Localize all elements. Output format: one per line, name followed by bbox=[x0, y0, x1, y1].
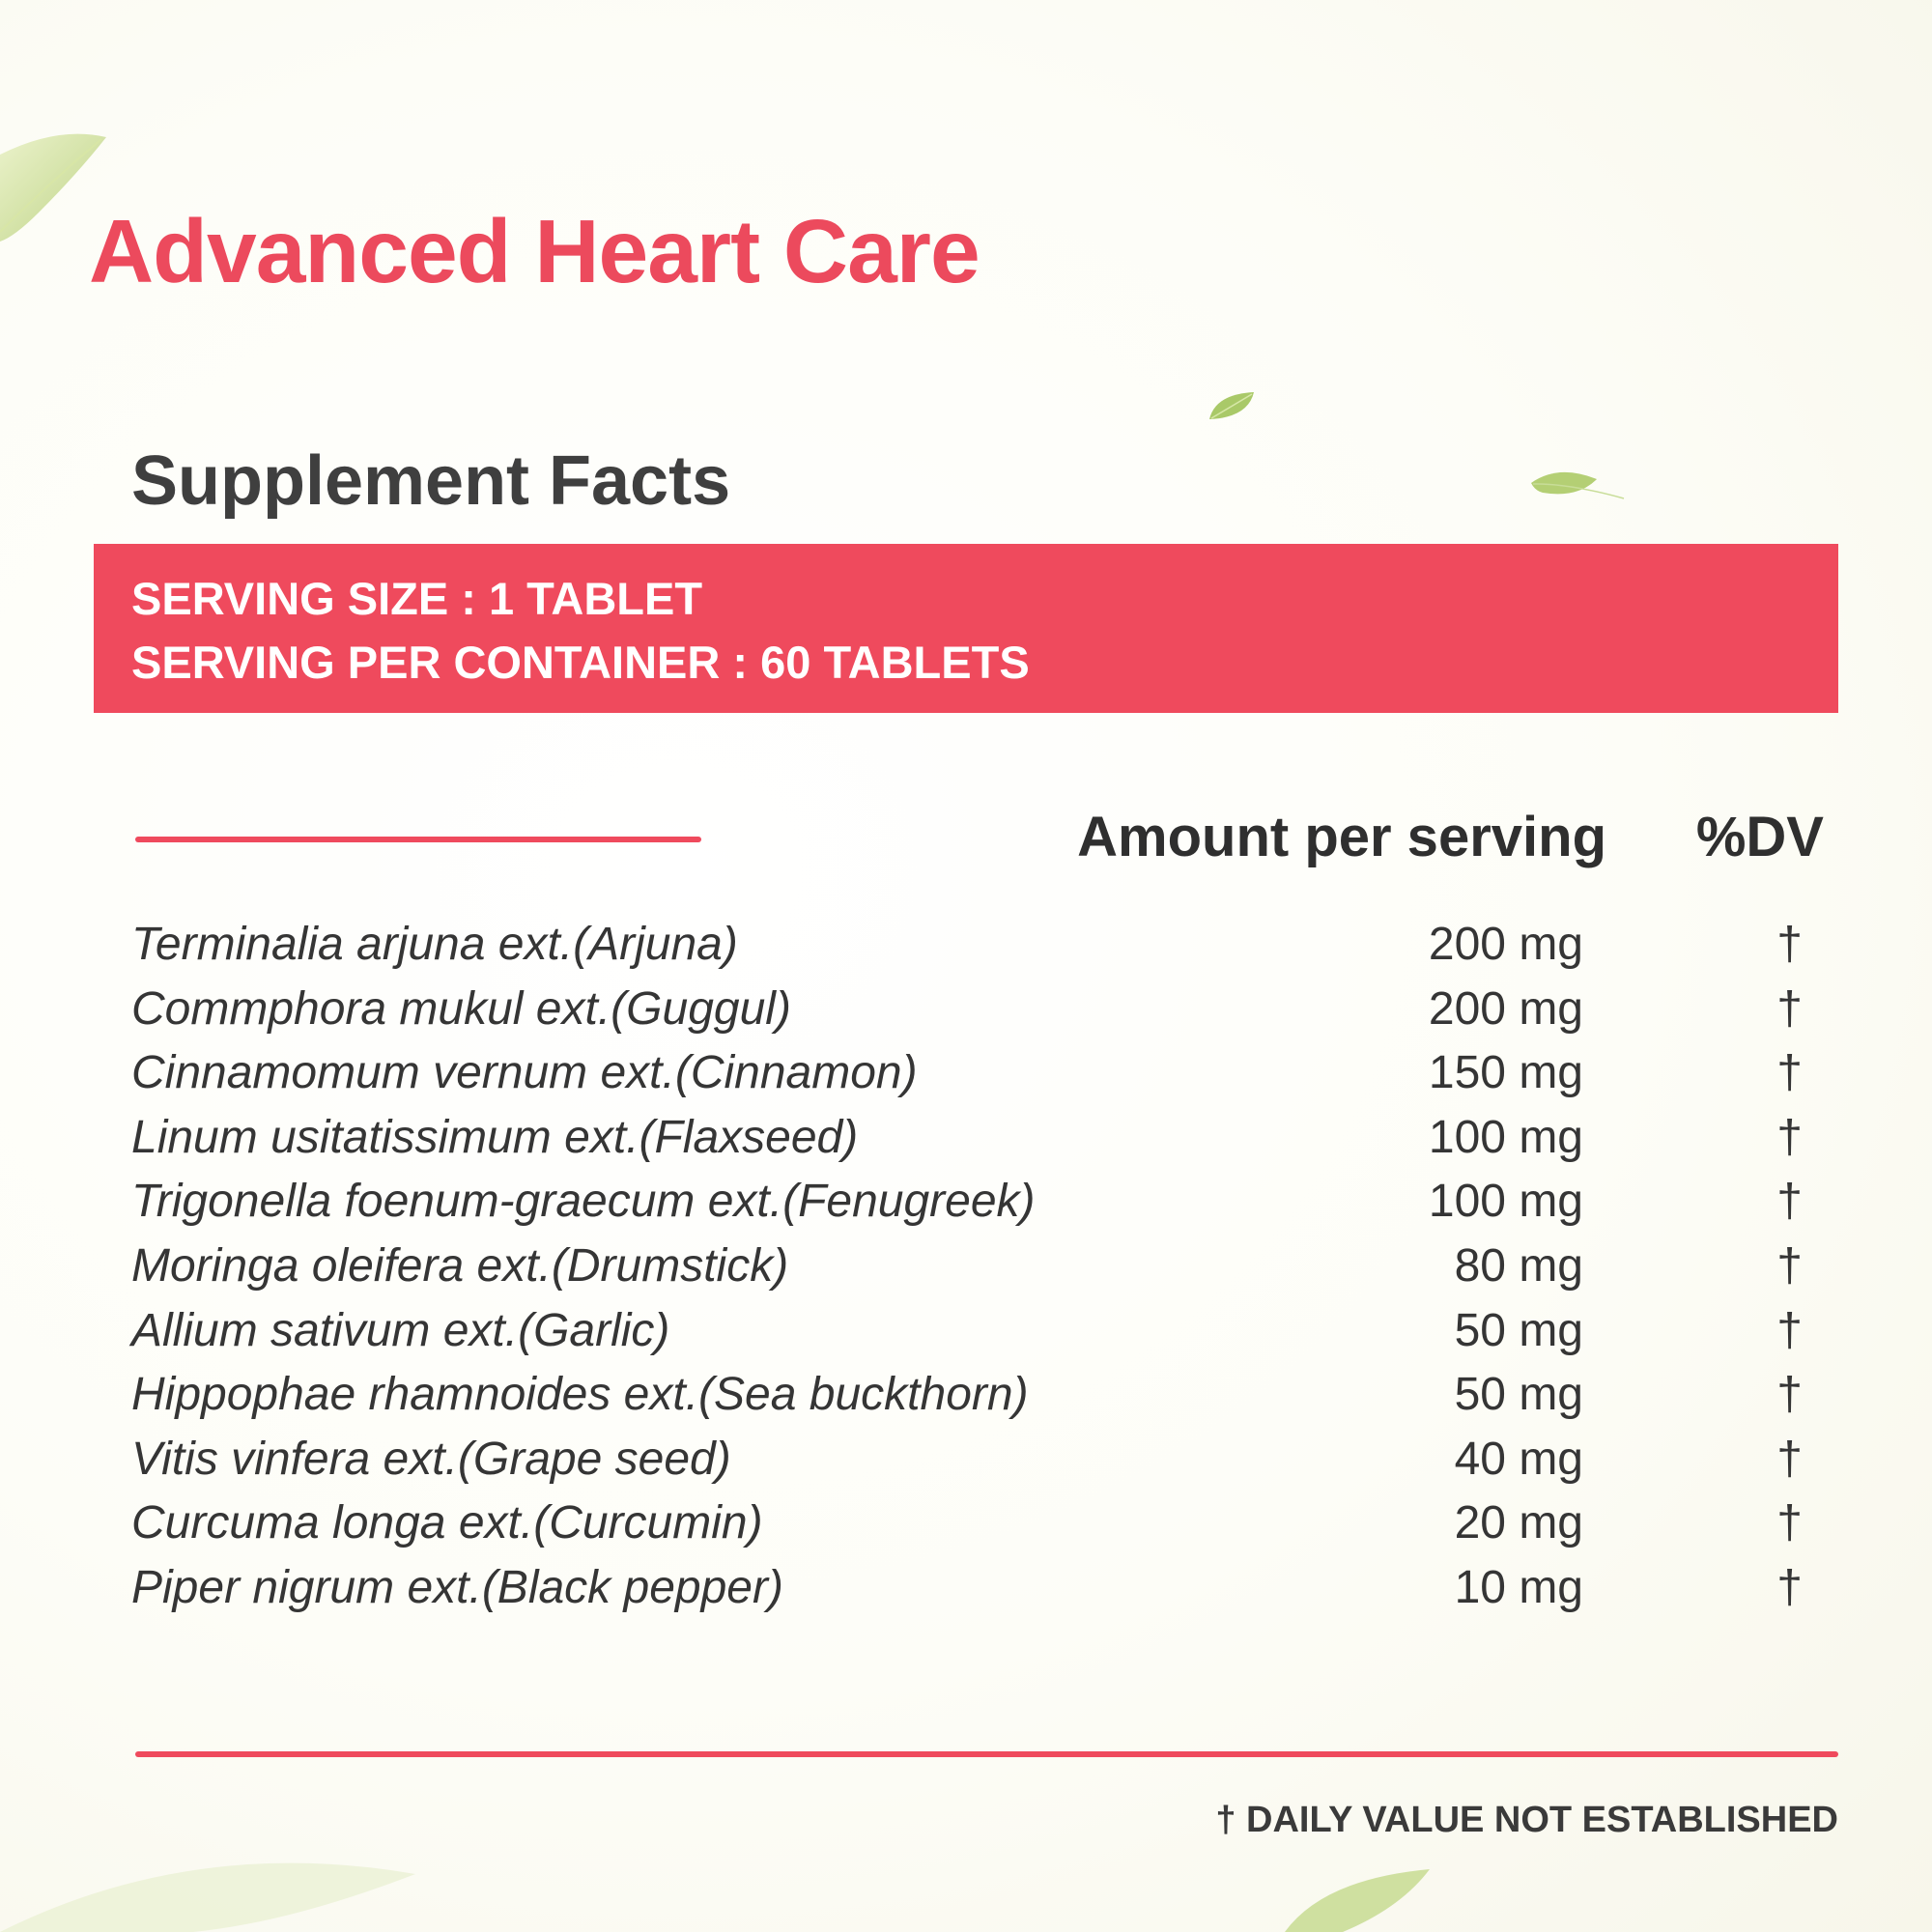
table-row bbox=[131, 1169, 1803, 1234]
ingredient-amount: 50 mg bbox=[1454, 1369, 1583, 1421]
leaf-icon bbox=[1529, 466, 1626, 510]
ingredient-dv: † bbox=[1776, 1239, 1803, 1292]
ingredient-dv: † bbox=[1776, 1176, 1803, 1228]
table-row bbox=[131, 1105, 1803, 1170]
leaf-icon bbox=[1285, 1869, 1439, 1932]
ingredient-dv: † bbox=[1776, 982, 1803, 1035]
leaf-icon bbox=[1206, 388, 1260, 427]
ingredient-amount: 100 mg bbox=[1428, 1111, 1583, 1163]
header-divider bbox=[135, 837, 701, 842]
ingredient-name: Vitis vinfera ext.(Grape seed) bbox=[131, 1433, 731, 1485]
ingredient-dv: † bbox=[1776, 1047, 1803, 1099]
ingredient-amount: 80 mg bbox=[1454, 1239, 1583, 1292]
ingredient-amount: 200 mg bbox=[1428, 982, 1583, 1035]
ingredient-amount: 100 mg bbox=[1428, 1176, 1583, 1228]
ingredient-dv: † bbox=[1776, 1111, 1803, 1163]
ingredient-dv: † bbox=[1776, 1497, 1803, 1549]
ingredient-dv: † bbox=[1776, 1369, 1803, 1421]
ingredient-dv: † bbox=[1776, 919, 1803, 970]
table-row bbox=[131, 1427, 1803, 1492]
ingredient-name: Terminalia arjuna ext.(Arjuna) bbox=[131, 919, 738, 970]
table-row bbox=[131, 1555, 1803, 1620]
ingredient-name: Piper nigrum ext.(Black pepper) bbox=[131, 1561, 783, 1613]
ingredient-name: Trigonella foenum-graecum ext.(Fenugreek) bbox=[131, 1176, 1036, 1228]
table-row bbox=[131, 1234, 1803, 1298]
ingredient-name: Commphora mukul ext.(Guggul) bbox=[131, 982, 791, 1035]
product-title: Advanced Heart Care bbox=[89, 201, 980, 301]
supplement-facts-heading: Supplement Facts bbox=[131, 442, 731, 520]
ingredient-name: Linum usitatissimum ext.(Flaxseed) bbox=[131, 1111, 859, 1163]
ingredient-amount: 20 mg bbox=[1454, 1497, 1583, 1549]
ingredient-amount: 150 mg bbox=[1428, 1047, 1583, 1099]
ingredient-amount: 200 mg bbox=[1428, 919, 1583, 970]
ingredient-amount: 50 mg bbox=[1454, 1304, 1583, 1356]
serving-size: SERVING SIZE : 1 TABLET bbox=[131, 573, 703, 624]
footer-divider bbox=[135, 1751, 1838, 1757]
table-row bbox=[131, 1040, 1803, 1105]
ingredient-name: Allium sativum ext.(Garlic) bbox=[131, 1304, 670, 1356]
ingredient-dv: † bbox=[1776, 1433, 1803, 1485]
ingredient-dv: † bbox=[1776, 1561, 1803, 1613]
ingredient-name: Curcuma longa ext.(Curcumin) bbox=[131, 1497, 763, 1549]
ingredient-name: Cinnamomum vernum ext.(Cinnamon) bbox=[131, 1047, 918, 1099]
table-row bbox=[131, 912, 1803, 977]
table-row bbox=[131, 977, 1803, 1041]
dv-column-header: %DV bbox=[1695, 806, 1824, 868]
amount-column-header: Amount per serving bbox=[1077, 806, 1606, 868]
ingredient-name: Moringa oleifera ext.(Drumstick) bbox=[131, 1239, 789, 1292]
ingredient-amount: 40 mg bbox=[1454, 1433, 1583, 1485]
servings-per-container: SERVING PER CONTAINER : 60 TABLETS bbox=[131, 637, 1030, 688]
table-row bbox=[131, 1491, 1803, 1555]
ingredient-dv: † bbox=[1776, 1304, 1803, 1356]
leaf-icon bbox=[0, 1816, 415, 1932]
ingredients-table bbox=[131, 912, 1803, 1620]
table-row bbox=[131, 1362, 1803, 1427]
ingredient-amount: 10 mg bbox=[1454, 1561, 1583, 1613]
daily-value-footnote: † DAILY VALUE NOT ESTABLISHED bbox=[1215, 1800, 1838, 1840]
ingredient-name: Hippophae rhamnoides ext.(Sea buckthorn) bbox=[131, 1369, 1029, 1421]
table-row bbox=[131, 1298, 1803, 1363]
